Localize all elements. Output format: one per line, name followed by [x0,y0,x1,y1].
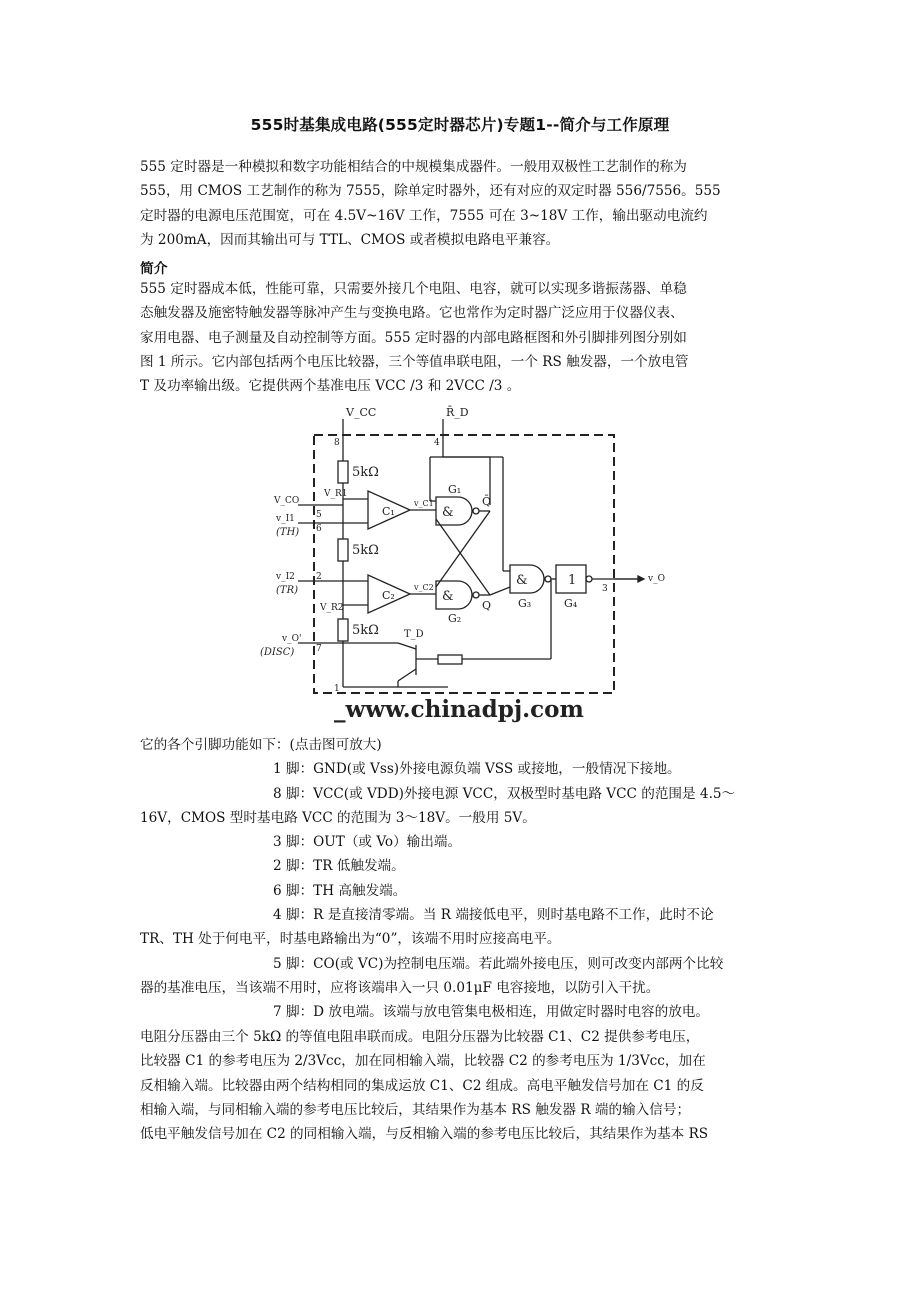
label-and-g3: & [516,573,528,588]
pin-line: 6 脚：TH 高触发端。 [273,882,407,899]
summary-paragraph [140,277,792,398]
resistor-r2 [338,539,348,561]
summary-line: 家用电器、电子测量及自动控制等方面。555 定时器的内部电路框图和外引脚排列图分别如 [140,329,687,346]
label-and-g2: & [442,589,454,604]
pin-3: 3 [602,584,608,594]
resistor-base [438,655,462,664]
label-td: T_D [404,629,424,640]
pin-line: TR、TH 处于何电平，时基电路输出为“0”，该端不用时应接高电平。 [140,931,561,948]
label-one-g4: 1 [568,573,577,588]
pin-line: 8 脚：VCC(或 VDD)外接电源 VCC，双极型时基电路 VCC 的范围是 4.5～ [273,785,736,802]
pin-line: 1 脚：GND(或 Vss)外接电源负端 VSS 或接地，一般情况下接地。 [273,761,681,778]
pin-5: 5 [316,510,322,520]
label-vo: v_O [648,574,665,584]
label-vc2: v_C2 [414,583,434,592]
divider-line: 比较器 C1 的参考电压为 2/3Vcc，加在同相输入端，比较器 C2 的参考电压为 1/3Vcc，加在 [140,1053,706,1070]
pin-8: 8 [334,438,340,448]
label-vi1: v_I1 [276,514,295,524]
divider-line: 低电平触发信号加在 C2 的同相输入端，与反相输入端的参考电压比较后，其结果作为基本 RS [140,1126,709,1143]
figure-watermark: _www.chinadpj.com [334,696,584,723]
label-and-g1: & [442,505,454,520]
label-vi2: v_I2 [276,572,295,582]
resistor-r3 [338,619,348,641]
divider-paragraph [140,1025,792,1146]
section-heading: 简介 [140,261,168,277]
intro-line: 定时器的电源电压范围宽，可在 4.5V~16V 工作，7555 可在 3~18V 工作，输出驱动电流约 [140,207,708,224]
pin-line: 7 脚：D 放电端。该端与放电管集电极相连，用做定时器时电容的放电。 [273,1004,709,1021]
label-g2: G₂ [448,612,462,625]
pin-line: 16V，CMOS 型时基电路 VCC 的范围为 3～18V。一般用 5V。 [140,809,536,826]
label-g4: G₄ [564,597,578,610]
label-r3: 5kΩ [352,623,379,638]
label-th: (TH) [276,527,300,538]
label-vco: V_CO [274,496,300,506]
label-g3: G₃ [518,597,532,610]
pin-line: 3 脚：OUT（或 Vo）输出端。 [273,834,462,851]
label-vcc: V_CC [346,406,377,419]
pins-intro: 它的各个引脚功能如下：(点击图可放大) [140,737,382,753]
pins-paragraph [140,733,792,1025]
label-c1: C₁ [382,505,395,518]
label-vod: v_O' [282,634,302,644]
pin-4: 4 [434,438,440,448]
circuit-diagram-555[interactable] [258,405,668,727]
pin-1: 1 [334,684,340,694]
divider-line: 电阻分压器由三个 5kΩ 的等值电阻串联而成。电阻分压器为比较器 C1、C2 提供参考电压， [140,1029,700,1045]
pin-line: 5 脚：CO(或 VC)为控制电压端。若此端外接电压，则可改变内部两个比较 [273,955,724,972]
label-tr: (TR) [276,585,299,596]
pin-6: 6 [316,524,322,534]
label-c2: C₂ [382,589,395,602]
label-vc1: v_C1 [414,499,434,508]
pin-2: 2 [316,572,322,582]
intro-line: 555 定时器是一种模拟和数字功能相结合的中规模集成器件。一般用双极性工艺制作的称为 [140,159,687,175]
label-vr1: V_R1 [324,489,348,499]
summary-line: 态触发器及施密特触发器等脉冲产生与变换电路。它也常作为定时器广泛应用于仪器仪表、 [140,305,684,322]
label-rd: R̄_D [446,406,469,419]
label-g1: G₁ [448,483,462,496]
label-r1: 5kΩ [352,465,379,480]
label-qbar: Q̄ [482,495,492,508]
divider-line: 反相输入端。比较器由两个结构相同的集成运放 C1、C2 组成。高电平触发信号加在 C1 的反 [140,1077,704,1094]
summary-line: T 及功率输出级。它提供两个基准电压 VCC /3 和 2VCC /3 。 [140,378,521,395]
intro-line: 为 200mA，因而其输出可与 TTL、CMOS 或者模拟电路电平兼容。 [140,231,560,248]
summary-line: 555 定时器成本低，性能可靠，只需要外接几个电阻、电容，就可以实现多谐振荡器、单稳 [140,281,687,297]
label-vr2: V_R2 [320,603,344,613]
label-disc: (DISC) [260,647,295,658]
pin-line: 4 脚：R 是直接清零端。当 R 端接低电平，则时基电路不工作，此时不论 [273,907,714,924]
label-q: Q [482,599,492,612]
pin-line: 2 脚：TR 低触发端。 [273,858,405,875]
pin-line: 器的基准电压，当该端不用时，应将该端串入一只 0.01μF 电容接地，以防引入干扰。 [140,979,660,996]
document-title: 555时基集成电路(555定时器芯片)专题1--简介与工作原理 [250,116,670,134]
pin-7: 7 [316,644,322,654]
resistor-r1 [338,461,348,483]
divider-line: 相输入端，与同相输入端的参考电压比较后，其结果作为基本 RS 触发器 R 端的输入信号； [140,1101,691,1118]
intro-line: 555，用 CMOS 工艺制作的称为 7555，除单定时器外，还有对应的双定时器 556/7556。555 [140,183,721,200]
intro-paragraph [140,155,792,252]
summary-line: 图 1 所示。它内部包括两个电压比较器，三个等值串联电阻，一个 RS 触发器，一个放电管 [140,353,689,370]
label-r2: 5kΩ [352,543,379,558]
